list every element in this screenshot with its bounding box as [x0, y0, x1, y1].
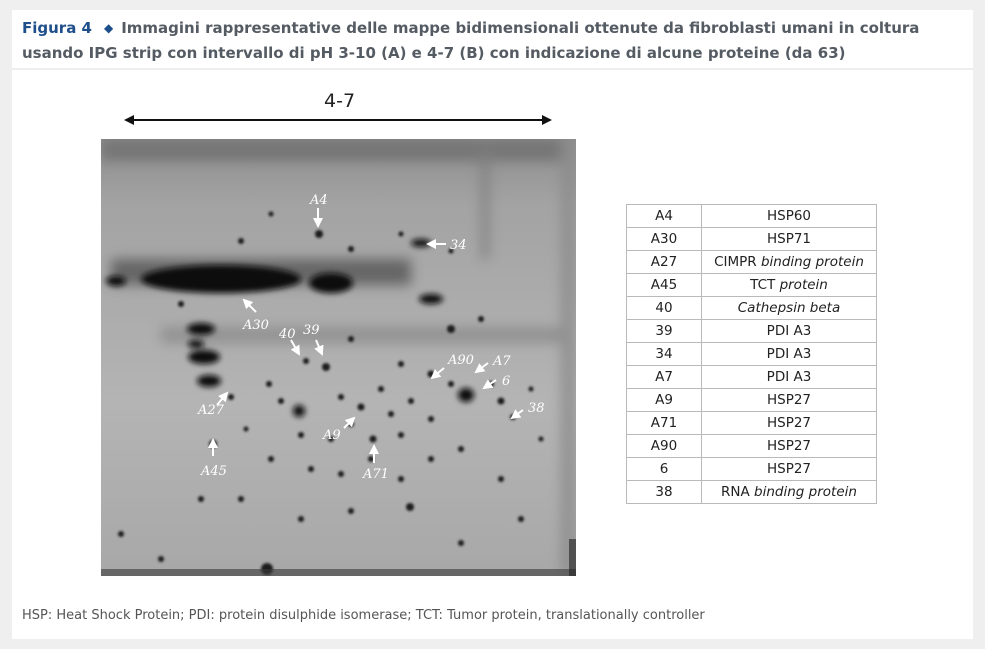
- footnote: HSP: Heat Shock Protein; PDI: protein disulphide isomerase; TCT: Tumor protein, translationally controller: [22, 608, 705, 623]
- protein-name-main: HSP27: [766, 438, 812, 454]
- table-row: [627, 412, 877, 435]
- protein-id: 39: [627, 320, 702, 343]
- spot-label-34: 34: [450, 238, 467, 253]
- spot-label-38: 38: [528, 401, 545, 416]
- protein-id: A7: [627, 366, 702, 389]
- protein-name: [702, 481, 877, 504]
- table-row: [627, 389, 877, 412]
- figure-label: Figura 4: [22, 19, 92, 37]
- table-row: [627, 343, 877, 366]
- protein-id: 6: [627, 458, 702, 481]
- protein-id: A90: [627, 435, 702, 458]
- protein-name-main: PDI A3: [766, 323, 812, 339]
- caption-text: Immagini rappresentative delle mappe bidimensionali ottenute da fibroblasti umani in coltura usando IPG strip con intervallo di pH 3-10 (A) e 4-7 (B) con indicazione di alcune proteine (da 63): [22, 19, 920, 62]
- protein-name-main: HSP27: [766, 415, 812, 431]
- protein-name-suffix: binding protein: [760, 254, 864, 270]
- protein-name: [702, 412, 877, 435]
- protein-name: [702, 274, 877, 297]
- spot-label-a90: A90: [448, 353, 474, 368]
- table-row: [627, 297, 877, 320]
- protein-name-main: HSP71: [766, 231, 812, 247]
- table-row: [627, 481, 877, 504]
- spot-label-a7: A7: [493, 354, 511, 369]
- ph-range-label: 4-7: [324, 90, 356, 112]
- double-arrow-icon: [122, 110, 554, 130]
- caption-divider: [12, 68, 973, 70]
- spot-label-a30: A30: [243, 318, 269, 333]
- protein-name: [702, 458, 877, 481]
- table-row: [627, 228, 877, 251]
- protein-name-suffix: Cathepsin beta: [737, 300, 841, 316]
- spot-label-a71: A71: [363, 467, 389, 482]
- protein-name: [702, 366, 877, 389]
- spot-label-40: 40: [279, 327, 296, 342]
- protein-id: 40: [627, 297, 702, 320]
- spot-label-a27: A27: [198, 403, 224, 418]
- protein-name: [702, 251, 877, 274]
- diamond-icon: ◆: [103, 21, 114, 35]
- protein-name: [702, 297, 877, 320]
- gel-image: [101, 139, 576, 576]
- spot-label-39: 39: [303, 323, 320, 338]
- protein-name: [702, 205, 877, 228]
- protein-id: 34: [627, 343, 702, 366]
- protein-id: 38: [627, 481, 702, 504]
- protein-name-main: RNA: [721, 484, 750, 500]
- protein-name-main: PDI A3: [766, 369, 812, 385]
- table-row: [627, 251, 877, 274]
- protein-name-main: HSP27: [766, 461, 812, 477]
- protein-id: A4: [627, 205, 702, 228]
- figure-page: [12, 10, 973, 639]
- table-row: [627, 320, 877, 343]
- protein-name-suffix: binding protein: [754, 484, 857, 500]
- protein-name-main: HSP60: [766, 208, 812, 224]
- protein-id: A9: [627, 389, 702, 412]
- protein-name: [702, 389, 877, 412]
- table-row: [627, 458, 877, 481]
- protein-name-main: PDI A3: [766, 346, 812, 362]
- protein-name: [702, 228, 877, 251]
- table-row: [627, 274, 877, 297]
- protein-name: [702, 435, 877, 458]
- protein-id: A27: [627, 251, 702, 274]
- protein-name: [702, 320, 877, 343]
- spot-label-a45: A45: [201, 464, 227, 479]
- protein-id: A30: [627, 228, 702, 251]
- figure-caption: [22, 16, 962, 65]
- spot-label-6: 6: [502, 374, 511, 389]
- spot-label-a4: A4: [310, 193, 328, 208]
- protein-name-main: TCT: [750, 277, 776, 293]
- table-row: [627, 366, 877, 389]
- table-row: [627, 205, 877, 228]
- spot-label-a9: A9: [323, 428, 341, 443]
- protein-name: [702, 343, 877, 366]
- protein-table: [626, 204, 877, 504]
- protein-name-main: HSP27: [766, 392, 812, 408]
- table-row: [627, 435, 877, 458]
- protein-id: A45: [627, 274, 702, 297]
- protein-name-suffix: protein: [779, 277, 828, 293]
- protein-id: A71: [627, 412, 702, 435]
- protein-name-main: CIMPR: [714, 254, 757, 270]
